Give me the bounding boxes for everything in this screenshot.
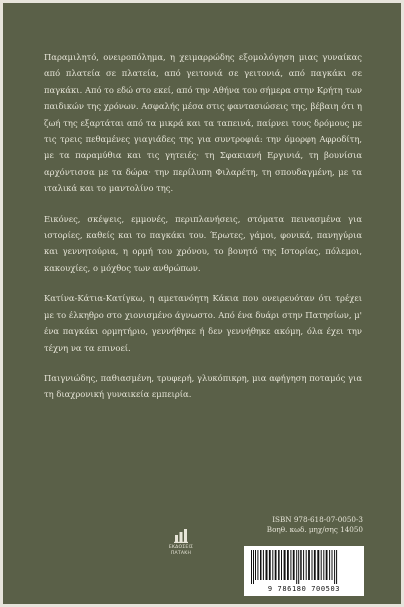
barcode-digits: 9 786180 700503 (267, 585, 341, 593)
barcode (244, 546, 364, 596)
publisher-logo (168, 529, 194, 569)
blurb-paragraph-4: Παιγνιώδης, παθιασμένη, τρυφερή, γλυκόπικρη, μια αφήγηση ποταμός για τη διαχρονική γυναικεία εμπειρία. (44, 372, 362, 400)
blurb-paragraph-3: Κατίνα-Κάτια-Κατίγκω, η αμετανόητη Κάκια που ονειρευόταν ότι τρέχει με το έλκηθρο στο χιονισμένο άγνωστο. Από ένα δυάρι στην Πατησίων, μ' ένα παγκάκι ορμητήριο, γεννήθηκε ή δεν γεννήθηκε ακόμη, όλα έχει την τέχνη να τα επινοεί. (44, 293, 362, 353)
blurb-text (44, 49, 362, 403)
isbn-number: ISBN 978-618-07-0050-3 (272, 515, 363, 524)
publisher-logo-text (168, 545, 194, 557)
barcode-icon (251, 550, 357, 584)
publisher-logo-line-2: ΠΑΤΑΚΗ (170, 551, 192, 556)
isbn-info (203, 515, 363, 535)
blurb-paragraph-1: Παραμιλητό, ονειροπόλημα, η χειμαρρώδης εξομολόγηση μιας γυναίκας από πλατεία σε πλατεία, από γειτονιά σε γειτονιά, από παγκάκι σε παγκάκι. Από το εδώ στο εκεί, από την Αθήνα του σήμερα στην Κρήτη των παιδικών της χρόνων. Ασφαλής μέσα στις φαντασιώσεις της, βέβαιη ότι η ζωή της εξαρτάται από τα μικρά και τα ταπεινά, παίρνει τους δρόμους με τις τρεις πεθαμένες γιαγιάδες της για συντροφιά: την όμορφη Αφροδίτη, με τα παραμύθια και τις γητειές· τη Σφακιανή Εργινιά, τη βουνίσια αρχόντισσα με τα δώρα· την περίλυπη Φιλαρέτη, τη σπουδαγμένη, με τα ιταλικά και το μαντολίνο της. (44, 52, 362, 194)
back-cover (3, 3, 401, 604)
publisher-logo-line-1: ΕΚΔΟΣΕΙΣ (168, 545, 194, 550)
publisher-logo-icon (174, 529, 188, 543)
blurb-paragraph-2: Εικόνες, σκέψεις, εμμονές, περιπλανήσεις, στόματα πεινασμένα για ιστορίες, καθείς και το παγκάκι του. Έρωτες, γάμοι, φονικά, πανηγύρια και γεννητούρια, η ορμή του χρόνου, το βουητό της Ιστορίας, πόλεμοι, κακουχίες, ο μόχθος των ανθρώπων. (44, 213, 362, 273)
catalog-code: Βοηθ. κωδ. μηχ/σης 14050 (266, 525, 363, 534)
